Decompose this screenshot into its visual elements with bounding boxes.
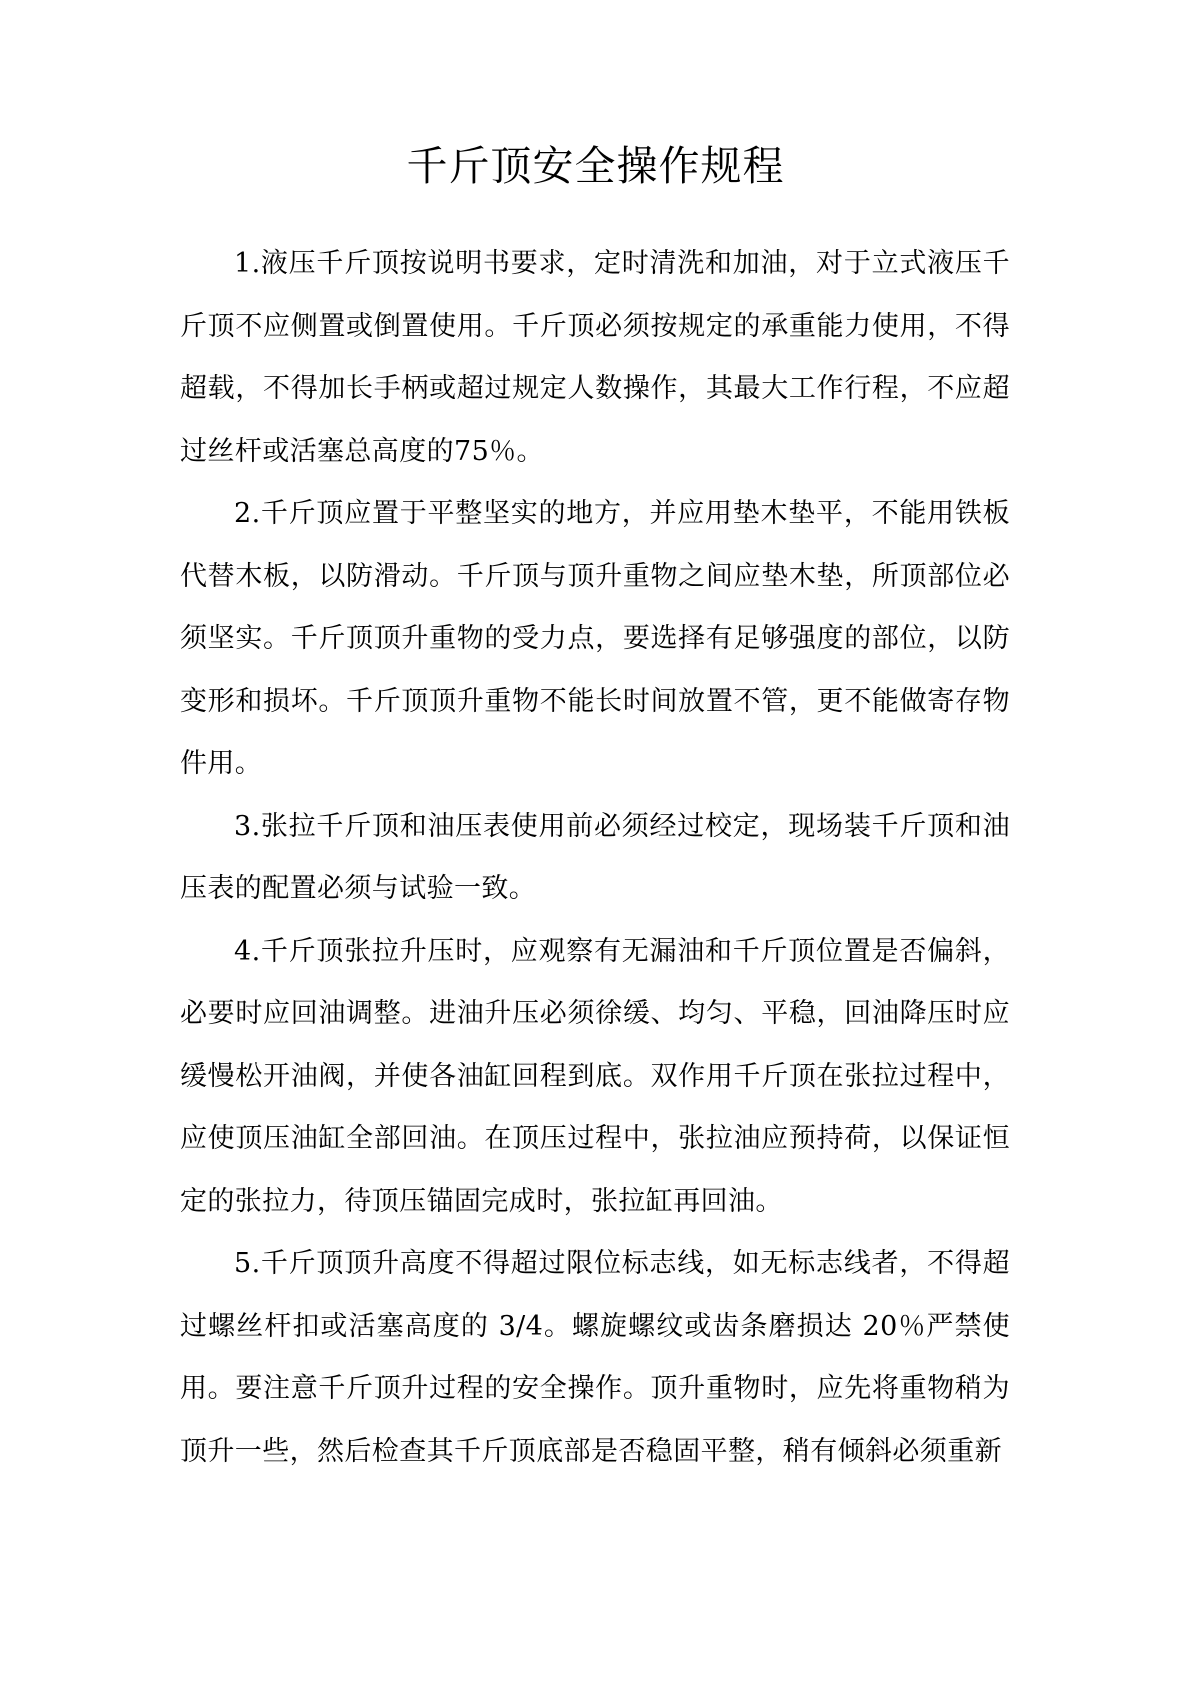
paragraph-2: 2.千斤顶应置于平整坚实的地方，并应用垫木垫平，不能用铁板代替木板，以防滑动。千斤顶与顶升重物之间应垫木垫，所顶部位必须坚实。千斤顶顶升重物的受力点，要选择有足够强度的部位，以防变形和损坏。千斤顶顶升重物不能长时间放置不管，更不能做寄存物件用。 [180, 498, 1010, 779]
paragraph-4: 4.千斤顶张拉升压时，应观察有无漏油和千斤顶位置是否偏斜，必要时应回油调整。进油升压必须徐缓、均匀、平稳，回油降压时应缓慢松开油阀，并使各油缸回程到底。双作用千斤顶在张拉过程中，应使顶压油缸全部回油。在顶压过程中，张拉油应预持荷，以保证恒定的张拉力，待顶压锚固完成时，张拉缸再回油。 [180, 935, 1010, 1217]
paragraph-3: 3.张拉千斤顶和油压表使用前必须经过校定，现场装千斤顶和油压表的配置必须与试验一致。 [180, 810, 1010, 904]
paragraph-5: 5.千斤顶顶升高度不得超过限位标志线，如无标志线者，不得超过螺丝杆扣或活塞高度的 3/4。螺旋螺纹或齿条磨损达 20％严禁使用。要注意千斤顶升过程的安全操作。顶升重物时，应先将重物稍为顶升一些，然后检查其千斤顶底部是否稳固平整，稍有倾斜必须重新 [180, 1248, 1010, 1467]
paragraph-1: 1.液压千斤顶按说明书要求，定时清洗和加油，对于立式液压千斤顶不应侧置或倒置使用。千斤顶必须按规定的承重能力使用，不得超载，不得加长手柄或超过规定人数操作，其最大工作行程，不应超过丝杆或活塞总高度的75％。 [180, 248, 1010, 467]
document-title: 千斤顶安全操作规程 [406, 142, 785, 190]
document-body [180, 233, 1010, 1483]
